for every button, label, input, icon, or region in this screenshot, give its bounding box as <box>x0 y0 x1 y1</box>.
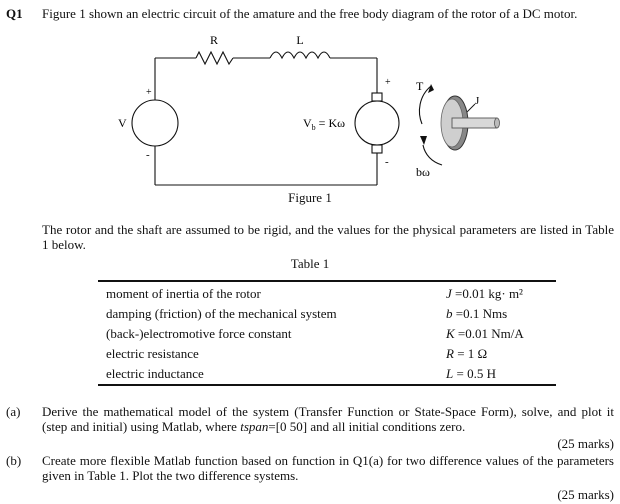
question-number: Q1 <box>6 6 23 21</box>
question-intro: Figure 1 shown an electric circuit of the amature and the free body diagram of the rotor of a DC motor. <box>42 6 578 21</box>
param-name: (back-)electromotive force constant <box>106 326 292 341</box>
circuit-figure <box>0 0 620 200</box>
torque-label: T <box>416 79 424 93</box>
motor-circle <box>355 101 399 145</box>
table-row <box>98 364 556 385</box>
param-name: electric resistance <box>106 346 199 361</box>
damping-label: bω <box>416 165 430 179</box>
damping-arrow <box>423 145 442 165</box>
table-row <box>98 324 556 344</box>
part-a-marks: (25 marks) <box>557 436 614 451</box>
param-value: L = 0.5 H <box>446 364 556 385</box>
inertia-label: J <box>475 95 480 107</box>
param-name: electric inductance <box>98 364 446 385</box>
rotor-drawing <box>441 96 500 150</box>
table-row <box>98 281 556 304</box>
table-title: Table 1 <box>290 256 330 271</box>
figure-caption: Figure 1 <box>288 190 332 205</box>
motor-brush-bottom <box>372 145 382 153</box>
resistor-symbol <box>196 52 233 64</box>
param-value: R = 1 Ω <box>446 346 488 361</box>
param-value: b =0.1 Nms <box>446 306 508 321</box>
part-a-label: (a) <box>6 404 21 419</box>
voltage-source-circle <box>132 100 178 146</box>
part-a-text: Derive the mathematical model of the system (Transfer Function or State-Space Form), solve, and plot it (step and initial) using Matlab, where tspan=[0 50] and all initial conditions zero. <box>42 404 614 434</box>
parameter-table <box>98 280 556 386</box>
table-row <box>98 344 556 364</box>
back-emf-label: $V_b = K\omega$ <box>303 116 346 132</box>
inductor-label: L <box>296 33 304 47</box>
motor-plus: + <box>385 77 391 88</box>
table-row <box>98 304 556 324</box>
motor-minus: - <box>385 156 389 168</box>
param-name: moment of inertia of the rotor <box>98 281 446 304</box>
rotor-description: The rotor and the shaft are assumed to be rigid, and the values for the physical parameters are listed in Table 1 below. <box>42 222 614 252</box>
part-b-label: (b) <box>6 453 22 468</box>
part-b-marks: (25 marks) <box>557 487 614 502</box>
param-value: K =0.01 Nm/A <box>446 326 524 341</box>
motor-brush-top <box>372 93 382 101</box>
part-b-text: Create more flexible Matlab function based on function in Q1(a) for two difference values of the parameters given in Table 1. Plot the two difference systems. <box>42 453 614 483</box>
param-name: damping (friction) of the mechanical system <box>106 306 337 321</box>
source-minus: - <box>146 149 150 161</box>
source-plus: + <box>146 87 152 98</box>
param-value: J =0.01 kg· m² <box>446 281 556 304</box>
voltage-label: V <box>118 116 127 130</box>
inductor-symbol <box>270 52 330 58</box>
resistor-label: R <box>209 33 219 47</box>
